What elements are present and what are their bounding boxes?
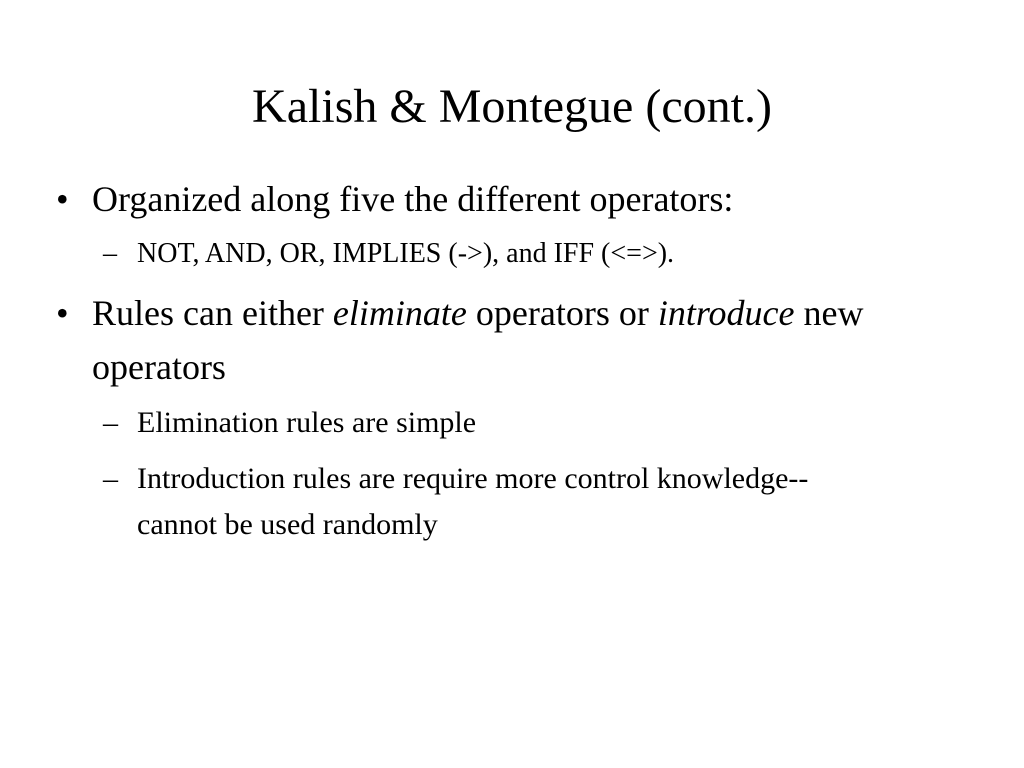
bullet-text-part: Rules can either — [92, 293, 333, 333]
bullet-text-part: new operators — [92, 293, 864, 387]
dash-marker: – — [103, 462, 118, 495]
emphasis-introduce: introduce — [657, 293, 795, 333]
sub-bullet-item — [56, 232, 996, 276]
bullet-text-part: operators or — [466, 293, 658, 333]
dash-marker: – — [103, 238, 117, 269]
sub-bullet-item — [56, 456, 837, 548]
bullet-marker: • — [56, 179, 69, 219]
sub-bullet-text: Elimination rules are simple — [137, 406, 477, 439]
sub-bullet-item — [56, 400, 996, 446]
bullet-text: Organized along five the different operators: — [92, 179, 734, 219]
sub-bullet-text: Introduction rules are require more control knowledge--cannot be used randomly — [137, 462, 809, 541]
slide-body — [56, 172, 996, 558]
bullet-item — [56, 172, 996, 226]
sub-bullet-text: NOT, AND, OR, IMPLIES (->), and IFF (<=>). — [137, 238, 675, 269]
bullet-marker: • — [56, 293, 69, 333]
slide-title: Kalish & Montegue (cont.) — [252, 80, 772, 133]
emphasis-eliminate: eliminate — [332, 293, 467, 333]
dash-marker: – — [103, 406, 118, 439]
bullet-item — [56, 286, 996, 394]
